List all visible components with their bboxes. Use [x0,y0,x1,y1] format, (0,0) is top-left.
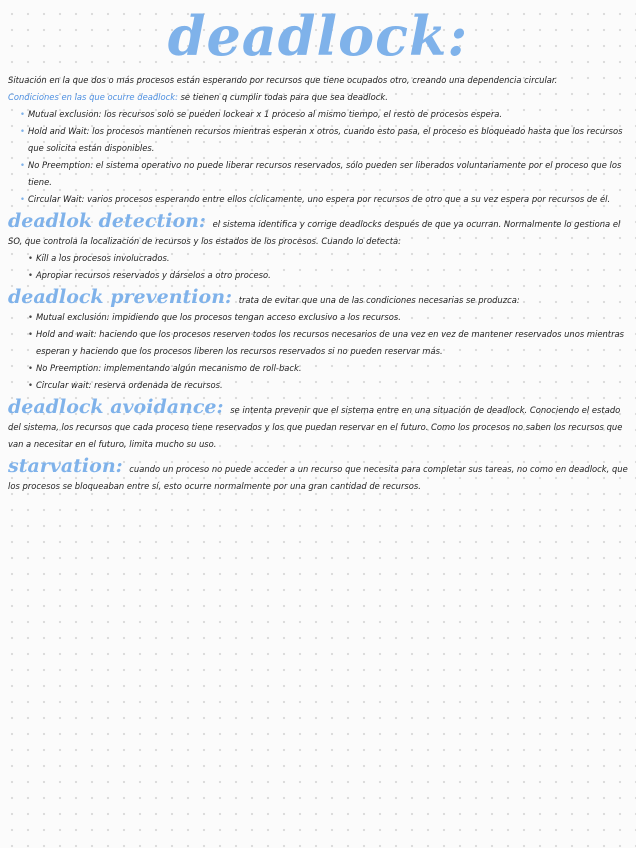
condition-text: No Preemption: el sistema operativo no puede liberar recursos reservados, sólo pueden ser liberados voluntariamente por el proceso que los tiene. [27,160,622,187]
list-item [8,250,628,267]
prevention-list [8,309,628,394]
detection-section [8,212,628,284]
list-item [8,191,628,208]
starvation-text: cuando un proceso no puede acceder a un recurso que necesita para completar sus tareas, no como en deadlock, que los procesos se bloqueaban entre sí, esto ocurre normalmente por una gran cantidad de recursos. [8,464,628,491]
bullet-icon: • [20,160,25,170]
bullet-icon: • [28,329,33,339]
avoidance-text: se intenta prevenir que el sistema entre en una situación de deadlock. Conociendo el estado del sistema, los recursos que cada proceso tiene reservados y los que puedan reservar en el futuro. Como los procesos no saben los recursos que van a necesitar en el futuro, limita mucho su uso. [8,405,623,449]
list-item [8,106,628,123]
condition-text: Mutual exclusion: los recursos solo se pueden lockear x 1 proceso al mismo tiempo, el resto de procesos espera. [27,109,503,119]
bullet-icon: • [20,109,25,119]
starvation-heading: starvation: [8,455,123,477]
detection-paragraph [8,212,628,250]
bullet-icon: • [28,363,33,373]
prevention-item: No Preemption: implementando algún mecanismo de roll-back. [35,363,302,373]
bullet-icon: • [20,194,25,204]
list-item [8,309,628,326]
detection-item: Apropiar recursos reservados y dárselos a otro proceso. [35,270,271,280]
condition-text: Circular Wait: varios procesos esperando entre ellos cíclicamente, uno espera por recursos de otro que a su vez espera por recursos de él. [27,194,611,204]
avoidance-section [8,398,628,453]
prevention-item: Circular wait: reserva ordenada de recursos. [35,380,223,390]
list-item [8,157,628,191]
intro-paragraph: Situación en la que dos o más procesos están esperando por recursos que tiene ocupados otro, creando una dependencia circular. [8,75,558,85]
page-title: deadlock: [167,4,469,68]
prevention-text: trata de evitar que una de las condiciones necesarias se produzca: [236,295,520,305]
detection-item: Kill a los procesos involucrados. [35,253,170,263]
avoidance-heading: deadlock avoidance: [8,396,224,418]
conditions-intro [8,89,628,106]
list-item [8,360,628,377]
bullet-icon: • [28,312,33,322]
conditions-list [8,106,628,208]
condition-text: Hold and Wait: los procesos mantienen recursos mientras esperan x otros, cuando esto pasa, el proceso es bloqueado hasta que los recursos que solicita están disponibles. [27,126,623,153]
list-item [8,123,628,157]
detection-list [8,250,628,284]
prevention-heading: deadlock prevention: [8,286,233,308]
bullet-icon: • [28,270,33,280]
detection-text: el sistema identifica y corrige deadlocks después de que ya ocurran. Normalmente lo gestiona el SO, que controla la localización de recursos y los estados de los procesos. Cuando lo detecta: [8,219,621,246]
avoidance-paragraph [8,398,628,453]
list-item [8,326,628,360]
conditions-lead: se tienen q cumplir todas para que sea deadlock. [177,92,388,102]
starvation-section [8,457,628,495]
prevention-item: Hold and wait: haciendo que los procesos reserven todos los recursos necesarios de una vez en vez de mantener reservados unos mientras esperan y haciendo que los procesos liberen los recursos reservados si no pueden reservar más. [35,329,625,356]
bullet-icon: • [20,126,25,136]
detection-heading: deadlok detection: [8,210,206,232]
bullet-icon: • [28,253,33,263]
conditions-heading: Condiciones en las que ocurre deadlock: [8,92,178,102]
list-item [8,267,628,284]
starvation-paragraph [8,457,628,495]
prevention-paragraph [8,288,628,309]
prevention-section [8,288,628,394]
prevention-item: Mutual exclusión: impidiendo que los procesos tengan acceso exclusivo a los recursos. [35,312,401,322]
bullet-icon: • [28,380,33,390]
list-item [8,377,628,394]
